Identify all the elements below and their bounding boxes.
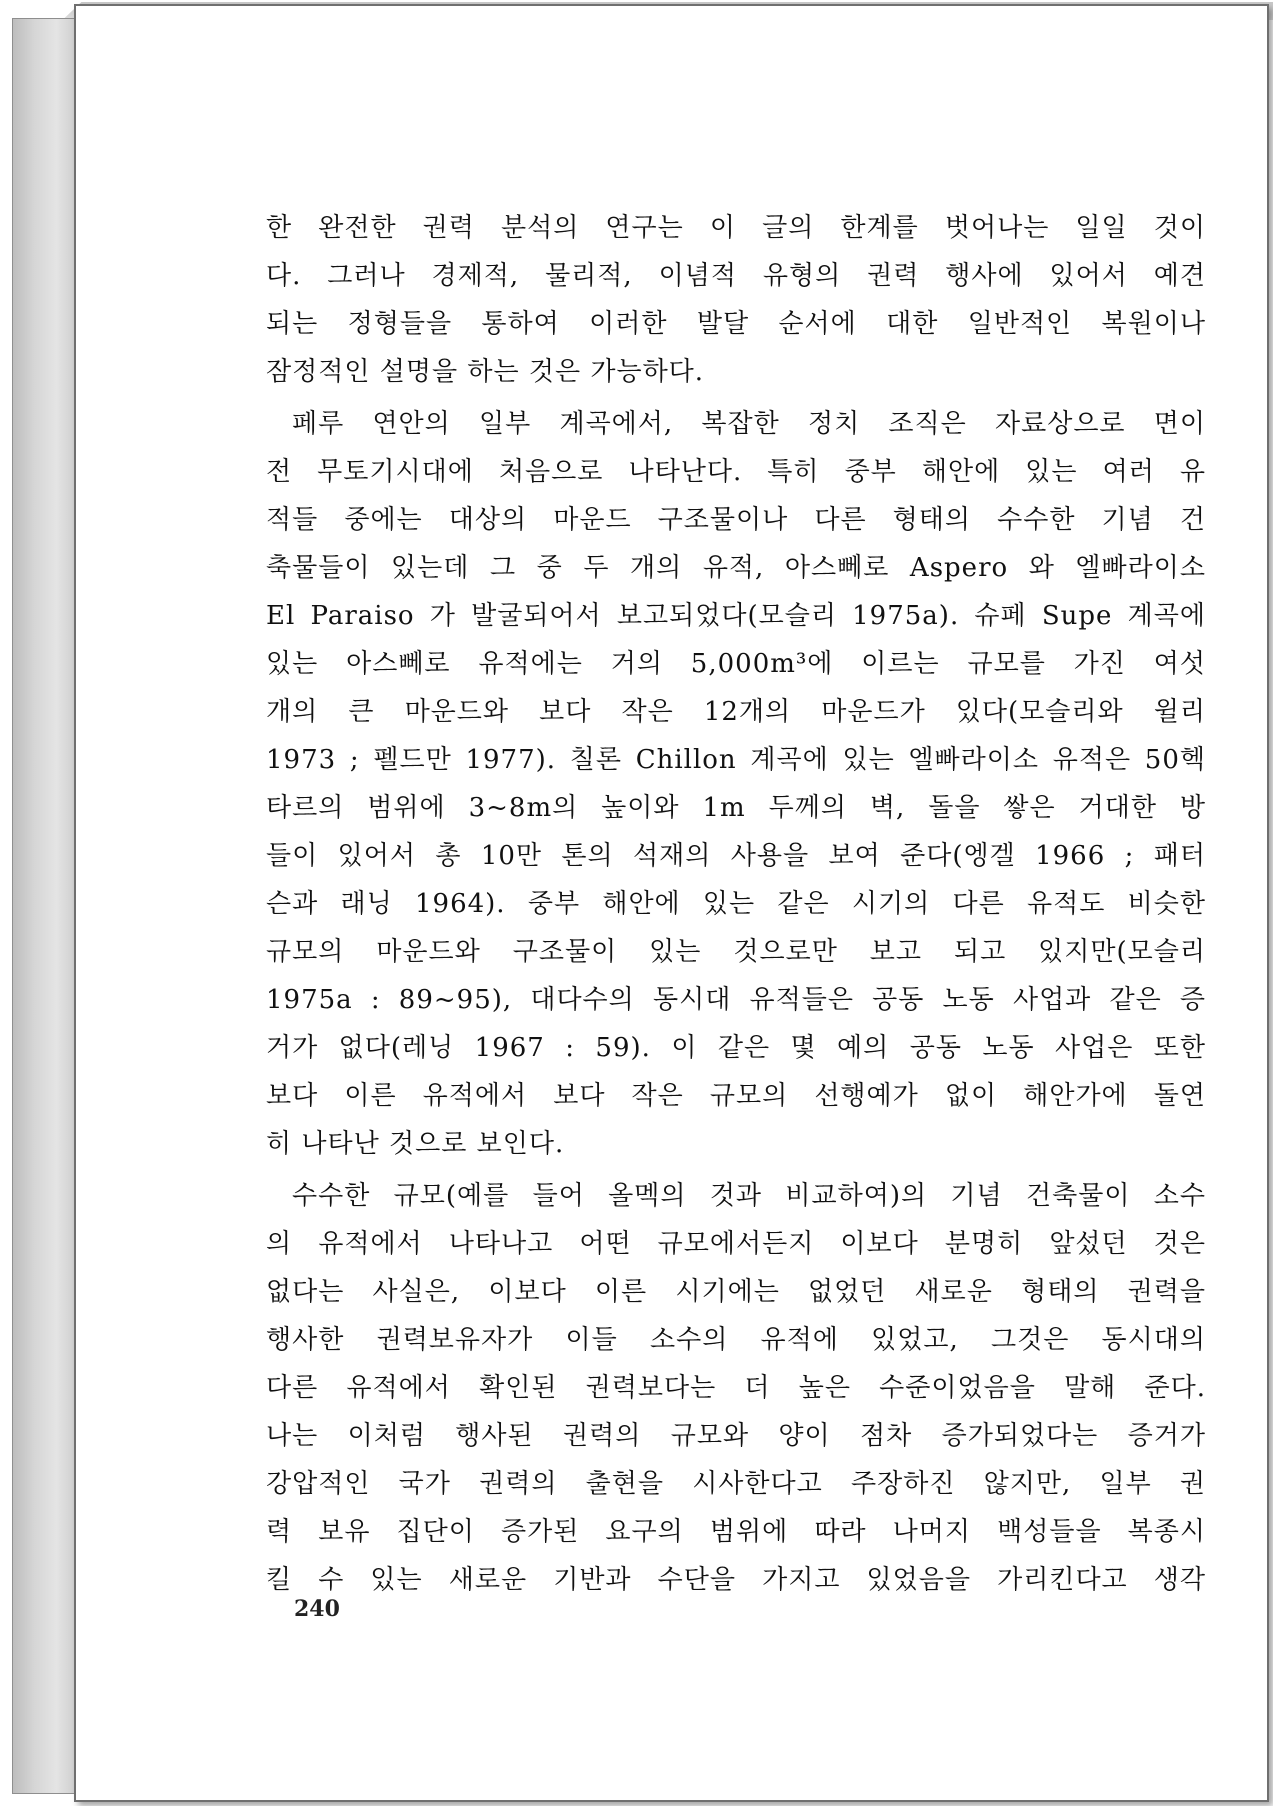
text-line: 페루 연안의 일부 계곡에서, 복잡한 정치 조직은 자료상으로 면이 bbox=[292, 409, 1206, 439]
paragraph-3 bbox=[266, 1172, 1206, 1220]
text-line: 한 완전한 권력 분석의 연구는 이 글의 한계를 벗어나는 일일 것이 bbox=[266, 213, 1206, 243]
text-line: 축물들이 있는데 그 중 두 개의 유적, 아스뻬로 Aspero 와 엘빠라이소 bbox=[266, 553, 1206, 583]
text-line: 다. 그러나 경제적, 물리적, 이념적 유형의 권력 행사에 있어서 예견 bbox=[266, 261, 1206, 291]
text-line: 슨과 래닝 1964). 중부 해안에 있는 같은 시기의 다른 유적도 비슷한 bbox=[266, 889, 1206, 919]
body-text bbox=[266, 204, 1206, 1604]
text-line: 잠정적인 설명을 하는 것은 가능하다. bbox=[266, 357, 705, 387]
book-page bbox=[74, 4, 1269, 1802]
text-line: 나는 이처럼 행사된 권력의 규모와 양이 점차 증가되었다는 증거가 bbox=[266, 1421, 1206, 1451]
text-line: 있는 아스뻬로 유적에는 거의 5,000m³에 이르는 규모를 가진 여섯 bbox=[266, 649, 1206, 679]
text-line: 적들 중에는 대상의 마운드 구조물이나 다른 형태의 수수한 기념 건 bbox=[266, 505, 1206, 535]
paragraph-2 bbox=[266, 400, 1206, 448]
text-line: 되는 정형들을 통하여 이러한 발달 순서에 대한 일반적인 복원이나 bbox=[266, 309, 1206, 339]
text-line: 타르의 범위에 3~8m의 높이와 1m 두께의 벽, 돌을 쌓은 거대한 방 bbox=[266, 793, 1206, 823]
text-line: El Paraiso 가 발굴되어서 보고되었다(모슬리 1975a). 슈페 Supe 계곡에 bbox=[266, 601, 1206, 631]
text-line: 규모의 마운드와 구조물이 있는 것으로만 보고 되고 있지만(모슬리 bbox=[266, 937, 1206, 967]
paragraph-1 bbox=[266, 204, 1206, 396]
page-number: 240 bbox=[294, 1596, 340, 1622]
text-line: 행사한 권력보유자가 이들 소수의 유적에 있었고, 그것은 동시대의 bbox=[266, 1325, 1206, 1355]
text-line: 없다는 사실은, 이보다 이른 시기에는 없었던 새로운 형태의 권력을 bbox=[266, 1277, 1206, 1307]
text-line: 1973 ; 펠드만 1977). 칠론 Chillon 계곡에 있는 엘빠라이소 유적은 50헥 bbox=[266, 745, 1206, 775]
text-line: 보다 이른 유적에서 보다 작은 규모의 선행예가 없이 해안가에 돌연 bbox=[266, 1081, 1206, 1111]
text-line: 1975a : 89~95), 대다수의 동시대 유적들은 공동 노동 사업과 같은 증 bbox=[266, 985, 1206, 1015]
text-line: 거가 없다(레닝 1967 : 59). 이 같은 몇 예의 공동 노동 사업은 또한 bbox=[266, 1033, 1206, 1063]
paragraph-2-body bbox=[266, 448, 1206, 1168]
text-line: 들이 있어서 총 10만 톤의 석재의 사용을 보여 준다(엥겔 1966 ; 패터 bbox=[266, 841, 1206, 871]
text-line: 개의 큰 마운드와 보다 작은 12개의 마운드가 있다(모슬리와 윌리 bbox=[266, 697, 1206, 727]
text-line: 킬 수 있는 새로운 기반과 수단을 가지고 있었음을 가리킨다고 생각 bbox=[266, 1565, 1206, 1595]
text-line: 력 보유 집단이 증가된 요구의 범위에 따라 나머지 백성들을 복종시 bbox=[266, 1517, 1206, 1547]
text-line: 다른 유적에서 확인된 권력보다는 더 높은 수준이었음을 말해 준다. bbox=[266, 1373, 1206, 1403]
paragraph-3-body bbox=[266, 1220, 1206, 1604]
text-line: 히 나타난 것으로 보인다. bbox=[266, 1129, 565, 1159]
book-spine-edge bbox=[12, 18, 76, 1794]
text-line: 수수한 규모(예를 들어 올멕의 것과 비교하여)의 기념 건축물이 소수 bbox=[292, 1181, 1206, 1211]
text-line: 의 유적에서 나타나고 어떤 규모에서든지 이보다 분명히 앞섰던 것은 bbox=[266, 1229, 1206, 1259]
text-line: 전 무토기시대에 처음으로 나타난다. 특히 중부 해안에 있는 여러 유 bbox=[266, 457, 1206, 487]
text-line: 강압적인 국가 권력의 출현을 시사한다고 주장하진 않지만, 일부 권 bbox=[266, 1469, 1206, 1499]
